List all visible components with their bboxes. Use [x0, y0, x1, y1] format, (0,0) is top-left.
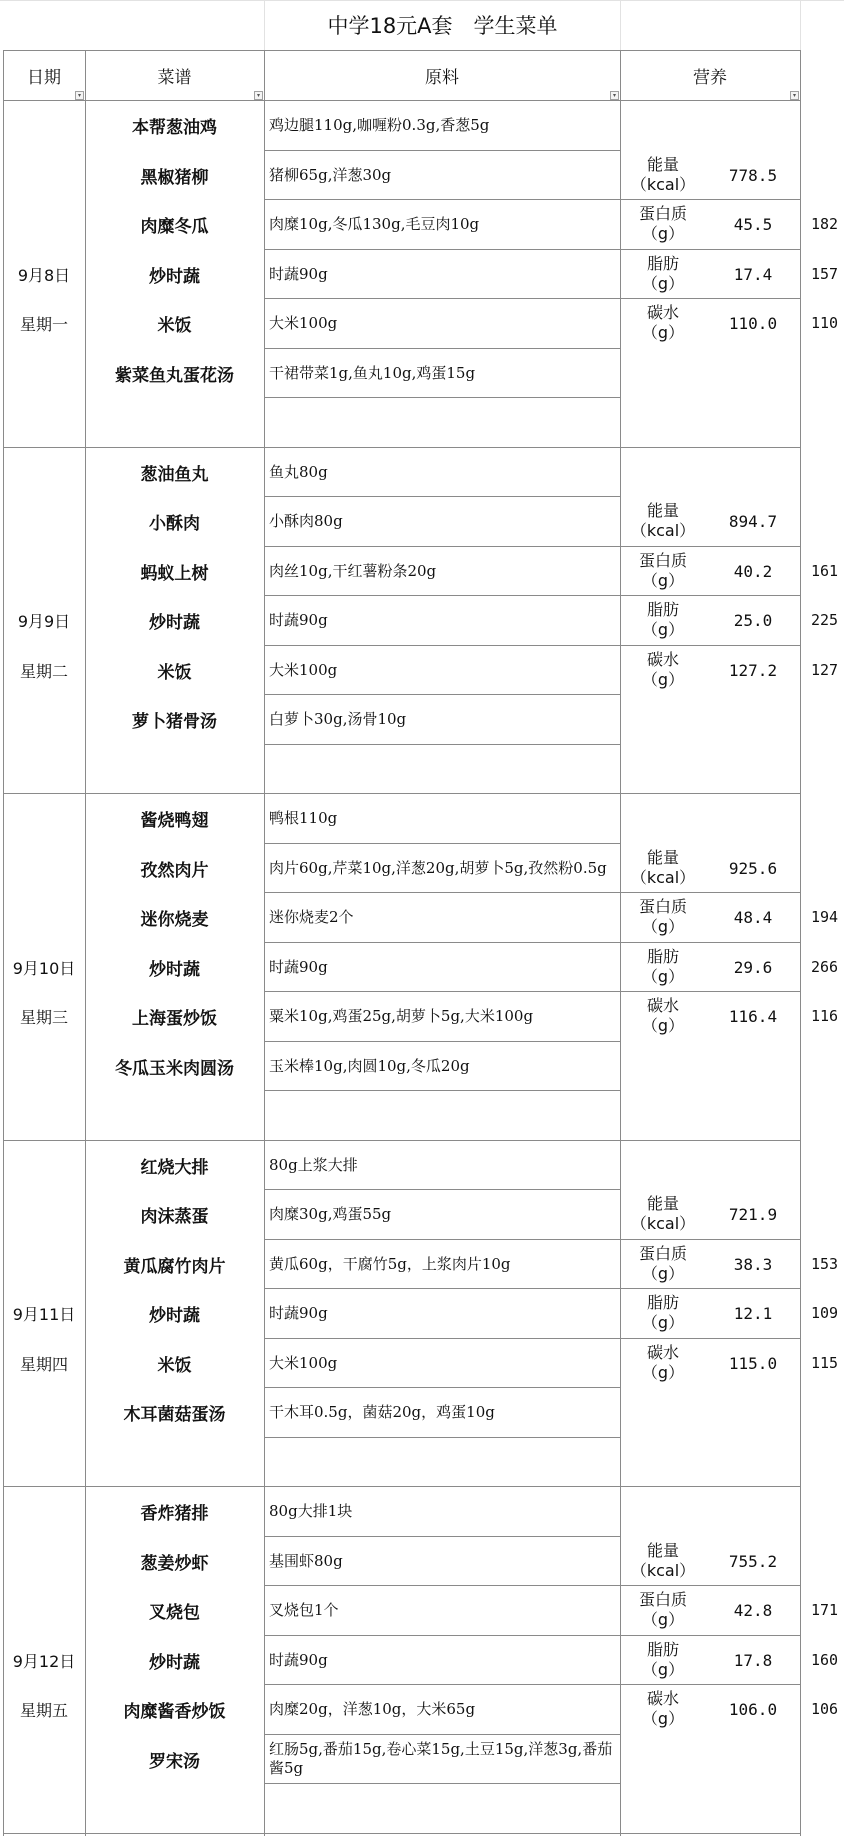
ingredient-row-border	[264, 1684, 620, 1685]
dish-name: 蚂蚁上树	[140, 563, 209, 584]
dish-name: 葱油鱼丸	[140, 464, 209, 485]
day-date: 9月10日	[12, 958, 76, 978]
ingredient-row-border	[264, 843, 620, 844]
nutrition-label-energy	[620, 843, 706, 893]
day-date: 9月12日	[12, 1651, 76, 1671]
nutrition-label-protein	[620, 1585, 706, 1635]
day-date: 9月11日	[12, 1304, 76, 1324]
dish-ingredients: 大米100g	[269, 313, 338, 332]
dish-name: 香炸猪排	[140, 1503, 209, 1524]
extra-value-fat: 160	[811, 1651, 839, 1669]
nutrition-label-fat	[620, 942, 706, 992]
header-ingredients[interactable]: 原料	[425, 67, 459, 88]
nutrition-label-carb	[620, 645, 706, 695]
nutrition-label-line: 碳水	[646, 996, 679, 1015]
nutrition-label-line: （g）	[641, 967, 685, 986]
dish-ingredients: 80g上浆大排	[269, 1155, 358, 1174]
nutrition-label-line: 蛋白质	[638, 551, 687, 570]
header-date[interactable]: 日期	[27, 67, 61, 88]
ingredient-row-border	[264, 645, 620, 646]
nutrition-label-energy	[620, 496, 706, 546]
filter-dropdown-icon[interactable]: ▾	[75, 91, 84, 100]
ingredient-row-border	[264, 694, 620, 695]
nutrition-row-border	[620, 645, 800, 646]
extra-value-carb: 127	[811, 661, 839, 679]
nutrition-label-protein	[620, 546, 706, 596]
day-weekday: 星期二	[19, 661, 68, 681]
dish-name: 炒时蔬	[149, 612, 200, 633]
ingredient-row-border	[264, 199, 620, 200]
dish-ingredients: 肉糜20g，洋葱10g，大米65g	[269, 1699, 476, 1718]
nutrition-label-protein	[620, 892, 706, 942]
ingredient-row-border	[264, 249, 620, 250]
nutrition-label-line: （g）	[641, 1660, 685, 1679]
nutrition-label-fat	[620, 1635, 706, 1685]
nutrition-row-border	[620, 892, 800, 893]
dish-name: 酱烧鸭翅	[140, 810, 209, 831]
dish-name: 炒时蔬	[149, 1652, 200, 1673]
ingredient-row-border	[264, 1338, 620, 1339]
nutrition-value-protein: 48.4	[733, 907, 773, 927]
ingredient-row-border	[264, 991, 620, 992]
ingredient-row-border	[264, 1239, 620, 1240]
ingredient-row-border	[264, 1189, 620, 1190]
nutrition-label-carb	[620, 1338, 706, 1388]
dish-name: 本帮葱油鸡	[132, 117, 217, 138]
day-date: 9月8日	[17, 265, 71, 285]
nutrition-label-protein	[620, 1239, 706, 1289]
ingredient-row-border	[264, 1734, 620, 1735]
nutrition-label-line: 蛋白质	[638, 1590, 687, 1609]
nutrition-label-line: （g）	[641, 323, 685, 342]
day-weekday: 星期三	[19, 1007, 68, 1027]
nutrition-value-energy: 755.2	[728, 1551, 778, 1571]
nutrition-label-line: 脂肪	[646, 600, 679, 619]
nutrition-row-border	[620, 199, 800, 200]
grid-line-faint	[620, 0, 621, 50]
nutrition-label-fat	[620, 595, 706, 645]
nutrition-label-line: 碳水	[646, 1343, 679, 1362]
nutrition-label-line: （g）	[641, 1709, 685, 1728]
ingredient-row-border	[264, 1387, 620, 1388]
filter-dropdown-icon[interactable]: ▾	[790, 91, 799, 100]
dish-ingredients: 鸭根110g	[269, 808, 338, 827]
ingredient-row-border	[264, 496, 620, 497]
ingredient-row-border	[264, 1536, 620, 1537]
dish-ingredients: 80g大排1块	[269, 1501, 353, 1520]
dish-name: 冬瓜玉米肉圆汤	[115, 1058, 234, 1079]
nutrition-label-line: （kcal）	[630, 868, 696, 887]
dish-ingredients: 鱼丸80g	[269, 462, 328, 481]
nutrition-label-line: （g）	[641, 1016, 685, 1035]
grid-line-faint	[264, 0, 265, 50]
extra-value-protein: 171	[811, 1601, 839, 1619]
page-title: 中学18元A套 学生菜单	[327, 14, 558, 38]
extra-value-fat: 225	[811, 611, 839, 629]
dish-ingredients: 迷你烧麦2个	[269, 907, 354, 926]
nutrition-label-line: （kcal）	[630, 521, 696, 540]
dish-ingredients	[265, 1783, 620, 1833]
dish-ingredients: 粟米10g,鸡蛋25g,胡萝卜5g,大米100g	[269, 1006, 534, 1025]
nutrition-label-line: 脂肪	[646, 947, 679, 966]
nutrition-label-line: 脂肪	[646, 1640, 679, 1659]
nutrition-label-line: （g）	[641, 274, 685, 293]
nutrition-label-line: （g）	[641, 670, 685, 689]
nutrition-label-line: （kcal）	[630, 1561, 696, 1580]
dish-ingredients	[265, 397, 620, 447]
nutrition-label-line: 脂肪	[646, 254, 679, 273]
dish-name	[85, 1437, 264, 1487]
nutrition-label-line: 能量	[646, 155, 679, 174]
extra-value-carb: 110	[811, 314, 839, 332]
nutrition-row-border	[620, 942, 800, 943]
dish-name	[85, 744, 264, 794]
filter-dropdown-icon[interactable]: ▾	[610, 91, 619, 100]
nutrition-label-carb	[620, 298, 706, 348]
dish-ingredients	[265, 744, 620, 794]
nutrition-value-fat: 29.6	[733, 957, 773, 977]
ingredient-row-border	[264, 150, 620, 151]
dish-ingredients: 大米100g	[269, 660, 338, 679]
nutrition-label-line: （kcal）	[630, 175, 696, 194]
dish-name: 木耳菌菇蛋汤	[123, 1404, 226, 1425]
nutrition-row-border	[620, 1585, 800, 1586]
dish-name	[85, 397, 264, 447]
extra-value-fat: 266	[811, 958, 839, 976]
nutrition-value-carb: 115.0	[728, 1353, 778, 1373]
nutrition-value-energy: 778.5	[728, 165, 778, 185]
dish-ingredients: 猪柳65g,洋葱30g	[269, 165, 392, 184]
dish-ingredients: 时蔬90g	[269, 610, 328, 629]
nutrition-value-energy: 894.7	[728, 511, 778, 531]
dish-ingredients: 干裙带菜1g,鱼丸10g,鸡蛋15g	[269, 363, 476, 382]
nutrition-label-line: 蛋白质	[638, 897, 687, 916]
extra-value-protein: 182	[811, 215, 839, 233]
header-top-border	[3, 50, 800, 51]
dish-name: 孜然肉片	[140, 860, 209, 881]
dish-name: 炒时蔬	[149, 959, 200, 980]
dish-ingredients: 小酥肉80g	[269, 511, 343, 530]
extra-value-fat: 157	[811, 265, 839, 283]
nutrition-row-border	[620, 1684, 800, 1685]
dish-ingredients: 黄瓜60g，干腐竹5g，上浆肉片10g	[269, 1254, 511, 1273]
dish-ingredients: 大米100g	[269, 1353, 338, 1372]
nutrition-row-border	[620, 546, 800, 547]
nutrition-label-line: 蛋白质	[638, 1244, 687, 1263]
ingredient-row-border	[264, 1090, 620, 1091]
ingredient-row-border	[264, 1585, 620, 1586]
ingredient-row-border	[264, 546, 620, 547]
nutrition-value-protein: 40.2	[733, 561, 773, 581]
dish-name: 叉烧包	[149, 1602, 200, 1623]
ingredient-row-border	[264, 744, 620, 745]
day-weekday: 星期五	[19, 1700, 68, 1720]
dish-name: 米饭	[157, 315, 192, 336]
ingredient-row-border	[264, 1288, 620, 1289]
nutrition-row-border	[620, 1635, 800, 1636]
nutrition-value-carb: 127.2	[728, 660, 778, 680]
nutrition-value-energy: 721.9	[728, 1204, 778, 1224]
nutrition-row-border	[620, 298, 800, 299]
dish-ingredients: 干木耳0.5g，菌菇20g，鸡蛋10g	[269, 1402, 495, 1421]
dish-name	[85, 1783, 264, 1833]
nutrition-value-protein: 45.5	[733, 214, 773, 234]
nutrition-label-fat	[620, 1288, 706, 1338]
dish-name: 迷你烧麦	[140, 909, 209, 930]
nutrition-row-border	[620, 1338, 800, 1339]
dish-name: 肉糜酱香炒饭	[123, 1701, 226, 1722]
nutrition-label-line: （g）	[641, 1264, 685, 1283]
nutrition-row-border	[620, 1239, 800, 1240]
dish-ingredients: 基围虾80g	[269, 1551, 343, 1570]
nutrition-value-fat: 17.4	[733, 264, 773, 284]
nutrition-label-energy	[620, 1536, 706, 1586]
ingredient-row-border	[264, 1437, 620, 1438]
dish-name: 小酥肉	[149, 513, 200, 534]
nutrition-label-line: 能量	[646, 1194, 679, 1213]
nutrition-value-carb: 110.0	[728, 313, 778, 333]
dish-name: 炒时蔬	[149, 1305, 200, 1326]
dish-ingredients: 肉片60g,芹菜10g,洋葱20g,胡萝卜5g,孜然粉0.5g	[269, 858, 607, 877]
nutrition-value-fat: 25.0	[733, 610, 773, 630]
extra-value-protein: 194	[811, 908, 839, 926]
extra-value-carb: 116	[811, 1007, 839, 1025]
nutrition-label-line: （kcal）	[630, 1214, 696, 1233]
dish-name: 上海蛋炒饭	[132, 1008, 217, 1029]
nutrition-label-carb	[620, 991, 706, 1041]
nutrition-value-fat: 17.8	[733, 1650, 773, 1670]
ingredient-row-border	[264, 942, 620, 943]
header-nutrition[interactable]: 营养	[693, 67, 727, 88]
filter-dropdown-icon[interactable]: ▾	[254, 91, 263, 100]
nutrition-label-line: 蛋白质	[638, 204, 687, 223]
nutrition-label-line: 脂肪	[646, 1293, 679, 1312]
dish-ingredients: 白萝卜30g,汤骨10g	[269, 709, 407, 728]
grid-line-faint	[0, 0, 844, 1]
dish-name: 紫菜鱼丸蛋花汤	[115, 365, 234, 386]
nutrition-row-border	[620, 1288, 800, 1289]
extra-value-carb: 115	[811, 1354, 839, 1372]
nutrition-row-border	[620, 249, 800, 250]
nutrition-label-fat	[620, 249, 706, 299]
dish-ingredients	[265, 1437, 620, 1487]
dish-ingredients: 时蔬90g	[269, 1303, 328, 1322]
dish-name: 红烧大排	[140, 1157, 209, 1178]
ingredient-row-border	[264, 348, 620, 349]
dish-name	[85, 1090, 264, 1140]
nutrition-label-line: 能量	[646, 848, 679, 867]
day-weekday: 星期一	[19, 314, 68, 334]
dish-ingredients	[265, 1090, 620, 1140]
dish-ingredients: 鸡边腿110g,咖喱粉0.3g,香葱5g	[269, 115, 490, 134]
nutrition-label-line: 碳水	[646, 303, 679, 322]
nutrition-label-energy	[620, 1189, 706, 1239]
dish-ingredients: 肉丝10g,干红薯粉条20g	[269, 561, 437, 580]
ingredient-row-border	[264, 298, 620, 299]
nutrition-label-energy	[620, 150, 706, 200]
nutrition-label-protein	[620, 199, 706, 249]
nutrition-label-line: （g）	[641, 917, 685, 936]
nutrition-value-fat: 12.1	[733, 1303, 773, 1323]
nutrition-label-line: 能量	[646, 1541, 679, 1560]
extra-value-carb: 106	[811, 1700, 839, 1718]
dish-name: 米饭	[157, 662, 192, 683]
ingredient-row-border	[264, 1635, 620, 1636]
extra-value-protein: 153	[811, 1255, 839, 1273]
nutrition-label-line: （g）	[641, 224, 685, 243]
dish-ingredients: 时蔬90g	[269, 264, 328, 283]
day-weekday: 星期四	[19, 1354, 68, 1374]
header-dish[interactable]: 菜谱	[157, 67, 192, 88]
dish-name: 黑椒猪柳	[140, 167, 209, 188]
nutrition-value-carb: 106.0	[728, 1699, 778, 1719]
dish-name: 米饭	[157, 1355, 192, 1376]
dish-ingredients: 叉烧包1个	[269, 1600, 339, 1619]
nutrition-label-line: （g）	[641, 1313, 685, 1332]
dish-name: 萝卜猪骨汤	[132, 711, 217, 732]
dish-name: 肉沫蒸蛋	[140, 1206, 209, 1227]
nutrition-label-line: 碳水	[646, 1689, 679, 1708]
nutrition-row-border	[620, 595, 800, 596]
nutrition-label-line: （g）	[641, 1610, 685, 1629]
dish-name: 罗宋汤	[149, 1751, 200, 1772]
grid-line-faint	[800, 0, 801, 50]
ingredient-row-border	[264, 397, 620, 398]
nutrition-value-protein: 38.3	[733, 1254, 773, 1274]
nutrition-value-carb: 116.4	[728, 1006, 778, 1026]
nutrition-label-line: 碳水	[646, 650, 679, 669]
dish-ingredients: 玉米棒10g,肉圆10g,冬瓜20g	[269, 1056, 470, 1075]
nutrition-row-border	[620, 991, 800, 992]
dish-ingredients: 时蔬90g	[269, 957, 328, 976]
nutrition-label-carb	[620, 1684, 706, 1734]
dish-ingredients: 时蔬90g	[269, 1650, 328, 1669]
extra-value-fat: 109	[811, 1304, 839, 1322]
day-divider	[3, 1833, 800, 1834]
dish-ingredients: 肉糜30g,鸡蛋55g	[269, 1204, 392, 1223]
nutrition-value-energy: 925.6	[728, 858, 778, 878]
dish-name: 肉糜冬瓜	[140, 216, 209, 237]
dish-name: 炒时蔬	[149, 266, 200, 287]
dish-name: 黄瓜腐竹肉片	[123, 1256, 226, 1277]
nutrition-value-protein: 42.8	[733, 1600, 773, 1620]
ingredient-row-border	[264, 1041, 620, 1042]
ingredient-row-border	[264, 595, 620, 596]
day-date: 9月9日	[17, 611, 71, 631]
ingredient-row-border	[264, 1783, 620, 1784]
nutrition-label-line: 能量	[646, 501, 679, 520]
nutrition-label-line: （g）	[641, 620, 685, 639]
ingredient-row-border	[264, 892, 620, 893]
nutrition-label-line: （g）	[641, 1363, 685, 1382]
nutrition-label-line: （g）	[641, 571, 685, 590]
extra-value-protein: 161	[811, 562, 839, 580]
dish-ingredients: 肉糜10g,冬瓜130g,毛豆肉10g	[269, 214, 480, 233]
dish-name: 葱姜炒虾	[140, 1553, 209, 1574]
dish-ingredients: 红肠5g,番茄15g,卷心菜15g,土豆15g,洋葱3g,番茄酱5g	[269, 1740, 613, 1777]
